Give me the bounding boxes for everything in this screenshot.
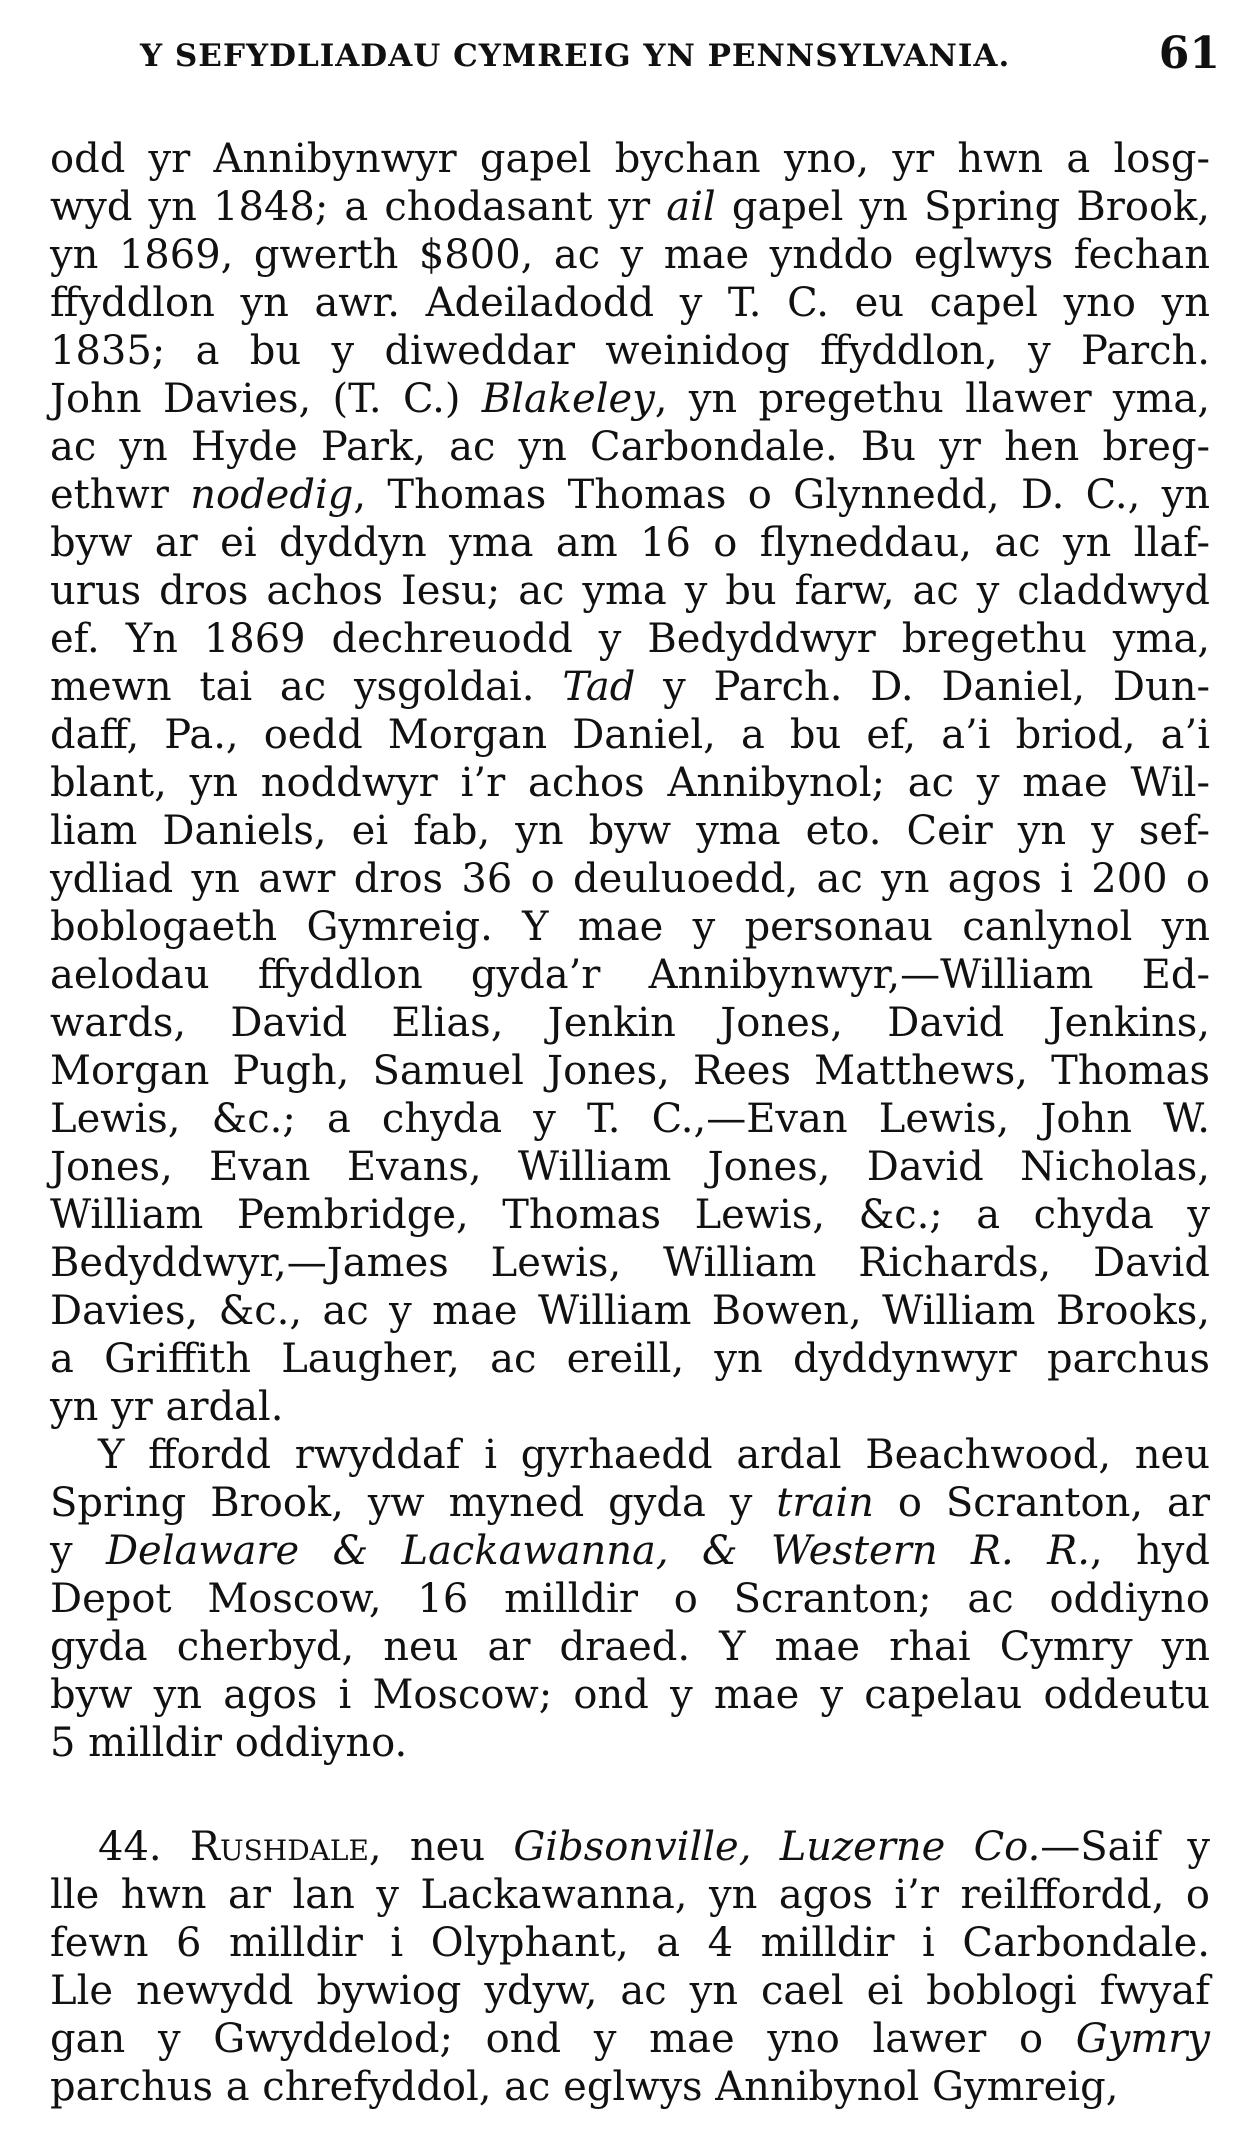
text-line: a Griffith Laugher, ac ereill, yn dyddynwyr parchus xyxy=(50,1336,1210,1382)
running-head xyxy=(140,28,1220,88)
text-line: parchus a chrefyddol, ac eglwys Annibynol Gymreig, xyxy=(50,2064,1119,2110)
page-number: 61 xyxy=(1158,28,1220,79)
text-line: blant, yn noddwyr i’r achos Annibynol; ac y mae Wil- xyxy=(50,760,1210,806)
text-line: Jones, Evan Evans, William Jones, David Nicholas, xyxy=(50,1144,1210,1190)
text-line: aelodau ffyddlon gyda’r Annibynwyr,—William Ed- xyxy=(50,952,1210,998)
text-line: Bedyddwyr,—James Lewis, William Richards, David xyxy=(50,1240,1210,1286)
text-line: odd yr Annibynwyr gapel bychan yno, yr hwn a losg- xyxy=(50,136,1210,182)
paragraph xyxy=(50,135,1210,1431)
text-line: ef. Yn 1869 dechreuodd y Bedyddwyr bregethu yma, xyxy=(50,616,1210,662)
text-line: byw ar ei dyddyn yma am 16 o flyneddau, ac yn llaf- xyxy=(50,520,1210,566)
text-line: liam Daniels, ei fab, yn byw yma eto. Ceir yn y sef- xyxy=(50,808,1210,854)
text-line: Davies, &c., ac y mae William Bowen, William Brooks, xyxy=(50,1288,1210,1334)
text-line: Lle newydd bywiog ydyw, ac yn cael ei boblogi fwyaf xyxy=(50,1968,1210,2014)
text-line: ac yn Hyde Park, ac yn Carbondale. Bu yr hen breg- xyxy=(50,424,1210,470)
text-line: Depot Moscow, 16 milldir o Scranton; ac oddiyno xyxy=(50,1576,1210,1622)
text-line: William Pembridge, Thomas Lewis, &c.; a chyda y xyxy=(50,1192,1210,1238)
text-line: fewn 6 milldir i Olyphant, a 4 milldir i Carbondale. xyxy=(50,1920,1210,1966)
body-text xyxy=(50,135,1210,2111)
paragraph xyxy=(50,1431,1210,1767)
paragraph xyxy=(50,1823,1210,2111)
text-line: Spring Brook, yw myned gyda y train o Scranton, ar xyxy=(50,1480,1210,1526)
text-line: yn yr ardal. xyxy=(50,1384,284,1430)
text-line: Morgan Pugh, Samuel Jones, Rees Matthews, Thomas xyxy=(50,1048,1210,1094)
text-line: wards, David Elias, Jenkin Jones, David Jenkins, xyxy=(50,1000,1210,1046)
section-gap xyxy=(50,1767,1210,1823)
text-line: lle hwn ar lan y Lackawanna, yn agos i’r reilffordd, o xyxy=(50,1872,1210,1918)
italic-text: Tad xyxy=(562,664,636,710)
text-line: byw yn agos i Moscow; ond y mae y capelau oddeutu xyxy=(50,1672,1210,1718)
text-line: boblogaeth Gymreig. Y mae y personau canlynol yn xyxy=(50,904,1210,950)
italic-text: ail xyxy=(666,184,716,230)
text-line: gan y Gwyddelod; ond y mae yno lawer o Gymry xyxy=(50,2016,1210,2062)
text-line: Y ffordd rwyddaf i gyrhaedd ardal Beachwood, neu xyxy=(98,1432,1210,1478)
text-line: daff, Pa., oedd Morgan Daniel, a bu ef, a’i briod, a’i xyxy=(50,712,1210,758)
text-line: John Davies, (T. C.) Blakeley, yn pregethu llawer yma, xyxy=(50,376,1210,422)
text-line: wyd yn 1848; a chodasant yr ail gapel yn Spring Brook, xyxy=(50,184,1211,230)
text-line: yn 1869, gwerth $800, ac y mae ynddo eglwys fechan xyxy=(50,232,1210,278)
text-line: y Delaware & Lackawanna, & Western R. R., hyd xyxy=(50,1528,1210,1574)
text-line: 5 milldir oddiyno. xyxy=(50,1720,408,1766)
text-line: ethwr nodedig, Thomas Thomas o Glynnedd, D. C., yn xyxy=(50,472,1210,518)
italic-text: nodedig xyxy=(190,472,354,518)
italic-text: Gymry xyxy=(1075,2016,1210,2062)
text-line: mewn tai ac ysgoldai. Tad y Parch. D. Daniel, Dun- xyxy=(50,664,1210,710)
small-caps-text: Rushdale xyxy=(189,1824,369,1870)
text-line: gyda cherbyd, neu ar draed. Y mae rhai Cymry yn xyxy=(50,1624,1210,1670)
text-line: ffyddlon yn awr. Adeiladodd y T. C. eu capel yno yn xyxy=(50,280,1210,326)
text-line: urus dros achos Iesu; ac yma y bu farw, ac y claddwyd xyxy=(50,568,1210,614)
italic-text: Delaware & Lackawanna, & Western R. R. xyxy=(105,1528,1090,1574)
text-line: Lewis, &c.; a chyda y T. C.,—Evan Lewis, John W. xyxy=(50,1096,1210,1142)
italic-text: Blakeley xyxy=(481,376,655,422)
text-line: 1835; a bu y diweddar weinidog ffyddlon, y Parch. xyxy=(50,328,1210,374)
text-line: 44. Rushdale, neu Gibsonville, Luzerne Co.—Saif y xyxy=(98,1824,1210,1870)
running-title: Y SEFYDLIADAU CYMREIG YN PENNSYLVANIA. xyxy=(140,38,1011,74)
text-line: ydliad yn awr dros 36 o deuluoedd, ac yn agos i 200 o xyxy=(50,856,1210,902)
italic-text: Gibsonville, Luzerne Co. xyxy=(513,1824,1041,1870)
italic-text: train xyxy=(776,1480,874,1526)
